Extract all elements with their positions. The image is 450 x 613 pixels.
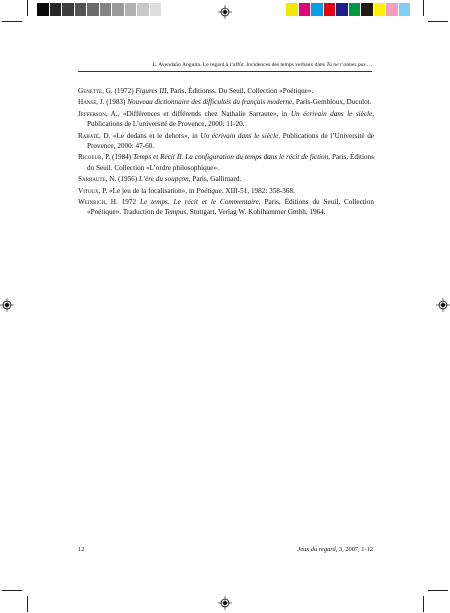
- entry-details: , P. «Le jeu de la focalisation», in: [98, 186, 197, 195]
- entry-title: Temps et Récit II. La configuration du temps dans le récit de fiction: [133, 153, 329, 162]
- entry-title: Nouveau dictionnaire des difficultés du français moderne: [127, 98, 293, 107]
- entry-publication: , XIII-51, 1982: 358-368.: [221, 186, 295, 195]
- color-swatch: [399, 3, 412, 16]
- crop-mark-icon: [423, 596, 424, 612]
- registration-crosshair-icon: [218, 5, 232, 19]
- registration-crosshair-icon: [218, 596, 232, 610]
- gray-swatch: [150, 3, 163, 16]
- gray-swatch: [125, 3, 138, 16]
- gray-swatch: [50, 3, 63, 16]
- entry-publication: , Paris, Gallimard.: [188, 175, 242, 184]
- entry-publication: , Publications de l’Université de Provence, 2000: 47-60.: [87, 131, 375, 151]
- crop-mark-icon: [423, 0, 424, 16]
- journal-volume: , 3, 2007, 1-12: [335, 546, 373, 553]
- color-swatch: [386, 3, 399, 16]
- journal-name: Jeux du regard: [297, 546, 336, 553]
- crop-mark-icon: [2, 21, 22, 22]
- bibliography-entry: [78, 131, 374, 152]
- bibliography-entry: [78, 152, 374, 173]
- crop-mark-icon: [428, 590, 448, 591]
- entry-author: Jefferson: [78, 109, 106, 118]
- crop-mark-icon: [2, 590, 22, 591]
- registration-crosshair-icon: [0, 298, 14, 312]
- entry-details: , D. «Le dedans et le dehors», in: [98, 131, 201, 140]
- entry-details: , P. (1984): [101, 153, 134, 162]
- crop-mark-icon: [428, 21, 448, 22]
- gray-swatch: [87, 3, 100, 16]
- entry-publication: , Paris, Éditions du Seuil. Collection «L’ordre philosophique».: [87, 153, 374, 172]
- header-rule: [78, 71, 372, 72]
- entry-title: Un écrivain dans le siècle: [200, 131, 279, 140]
- running-head-text: L. Avendaño Anguita. Le regard à l’affût. Incidences des temps verbaux dans: [152, 62, 327, 68]
- gray-swatch: [62, 3, 75, 16]
- gray-calibration-bar: [37, 3, 162, 16]
- entry-author: Ricoeur: [78, 153, 102, 162]
- entry-title: Poétique: [196, 186, 222, 195]
- color-calibration-bar: [286, 3, 411, 16]
- gray-swatch: [112, 3, 125, 16]
- entry-title-original: Tempus: [164, 208, 187, 217]
- color-swatch: [336, 3, 349, 16]
- journal-citation: [250, 546, 373, 553]
- gray-swatch: [137, 3, 150, 16]
- entry-author: Vitoux: [78, 186, 99, 195]
- page-number: 12: [78, 546, 85, 553]
- entry-details: , G. (1972): [102, 87, 136, 95]
- entry-author: Hanse: [78, 98, 97, 107]
- color-swatch: [374, 3, 387, 16]
- gray-swatch: [37, 3, 50, 16]
- entry-title: Un écrivain dans le siècle: [290, 109, 373, 118]
- entry-author: Sarraute: [78, 175, 106, 184]
- entry-details: , J. (1983): [96, 98, 128, 107]
- bibliography-entry: [78, 109, 374, 130]
- running-head-title: Tu ne t’aimes pas …: [326, 62, 372, 68]
- entry-title: Figures III: [135, 87, 167, 95]
- running-head: [78, 62, 372, 68]
- bibliography-entry: [78, 186, 374, 196]
- entry-publication-original: , Stuttgart, Verlag W. Kohlhammer Gmbh, 1964.: [186, 208, 326, 217]
- entry-details: , N. (1956): [105, 175, 139, 184]
- entry-publication: , Paris-Gembloux, Duculot.: [292, 98, 372, 107]
- color-swatch: [311, 3, 324, 16]
- color-swatch: [299, 3, 312, 16]
- entry-author: Rabaté: [78, 131, 99, 140]
- entry-author: Genette: [78, 87, 103, 95]
- crop-mark-icon: [27, 596, 28, 612]
- gray-swatch: [75, 3, 88, 16]
- color-swatch: [324, 3, 337, 16]
- entry-details: , H. 1972: [105, 198, 140, 207]
- color-swatch: [349, 3, 362, 16]
- color-swatch: [286, 3, 299, 16]
- entry-publication: , Publications de L’université de Provence, 2000: 11-20.: [87, 109, 375, 129]
- bibliography-entry: [78, 86, 374, 96]
- entry-details: , A., «Différences et différends chez Nathalie Sarraute», in: [105, 109, 291, 118]
- entry-title: L’ère du soupçon: [138, 175, 189, 184]
- bibliography-entry: [78, 197, 374, 218]
- gray-swatch: [100, 3, 113, 16]
- bibliography-entry: [78, 174, 374, 184]
- entry-author: Weinrich: [78, 198, 106, 207]
- crop-mark-icon: [27, 0, 28, 16]
- bibliography-list: [78, 86, 374, 219]
- entry-publication: , Paris, Éditions du Seuil, Collection «Poétique». Traduction de: [87, 198, 374, 217]
- registration-crosshair-icon: [436, 298, 450, 312]
- entry-publication: , Paris, Éditionss. Du Seuil, Collection «Poétique».: [166, 87, 314, 95]
- color-swatch: [361, 3, 374, 16]
- entry-title: Le temps. Le récit et le Commentaire: [139, 198, 259, 207]
- bibliography-entry: [78, 97, 374, 107]
